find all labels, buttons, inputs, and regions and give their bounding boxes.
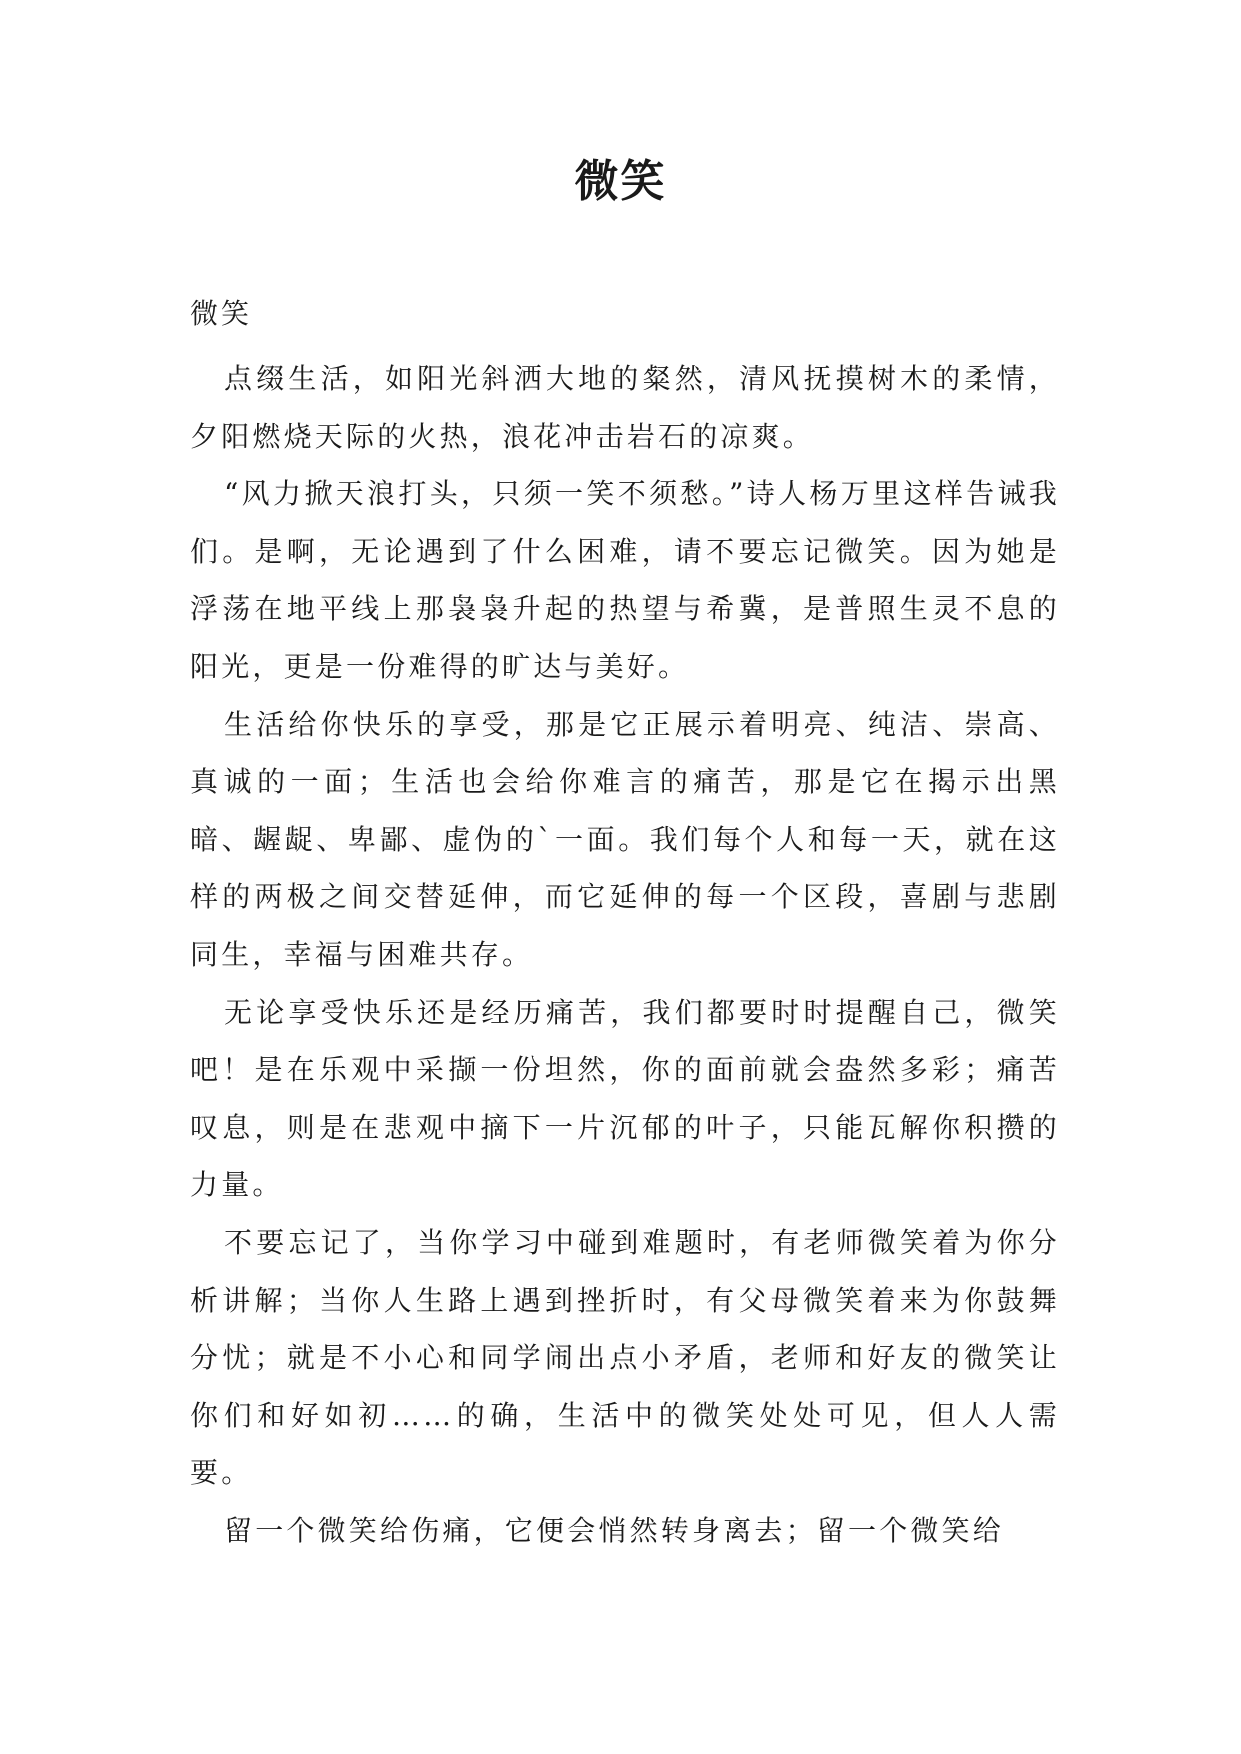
paragraph-1: 点缀生活，如阳光斜洒大地的粲然，清风抚摸树木的柔情，夕阳燃烧天际的火热，浪花冲击岩石的凉爽。 [190, 362, 1060, 453]
document-title: 微笑 [574, 156, 667, 207]
paragraph-4: 无论享受快乐还是经历痛苦，我们都要时时提醒自己，微笑吧！是在乐观中采撷一份坦然，你的面前就会盎然多彩；痛苦叹息，则是在悲观中摘下一片沉郁的叶子，只能瓦解你积攒的力量。 [190, 995, 1060, 1202]
paragraph-5: 不要忘记了，当你学习中碰到难题时，有老师微笑着为你分析讲解；当你人生路上遇到挫折时，有父母微笑着来为你鼓舞分忧；就是不小心和同学闹出点小矛盾，老师和好友的微笑让你们和好如初……的确，生活中的微笑处处可见，但人人需要。 [190, 1225, 1060, 1490]
document-body [190, 286, 1060, 1559]
document-subtitle: 微笑 [190, 297, 253, 330]
paragraph-3: 生活给你快乐的享受，那是它正展示着明亮、纯洁、崇高、真诚的一面；生活也会给你难言的痛苦，那是它在揭示出黑暗、龌龊、卑鄙、虚伪的`一面。我们每个人和每一天，就在这样的两极之间交替延伸，而它延伸的每一个区段，喜剧与悲剧同生，幸福与困难共存。 [190, 707, 1060, 971]
paragraph-6: 留一个微笑给伤痛，它便会悄然转身离去；留一个微笑给 [224, 1513, 1005, 1547]
paragraph-2: “风力掀天浪打头，只须一笑不须愁。”诗人杨万里这样告诫我们。是啊，无论遇到了什么困难，请不要忘记微笑。因为她是浮荡在地平线上那袅袅升起的热望与希冀，是普照生灵不息的阳光，更是一份难得的旷达与美好。 [190, 477, 1060, 683]
